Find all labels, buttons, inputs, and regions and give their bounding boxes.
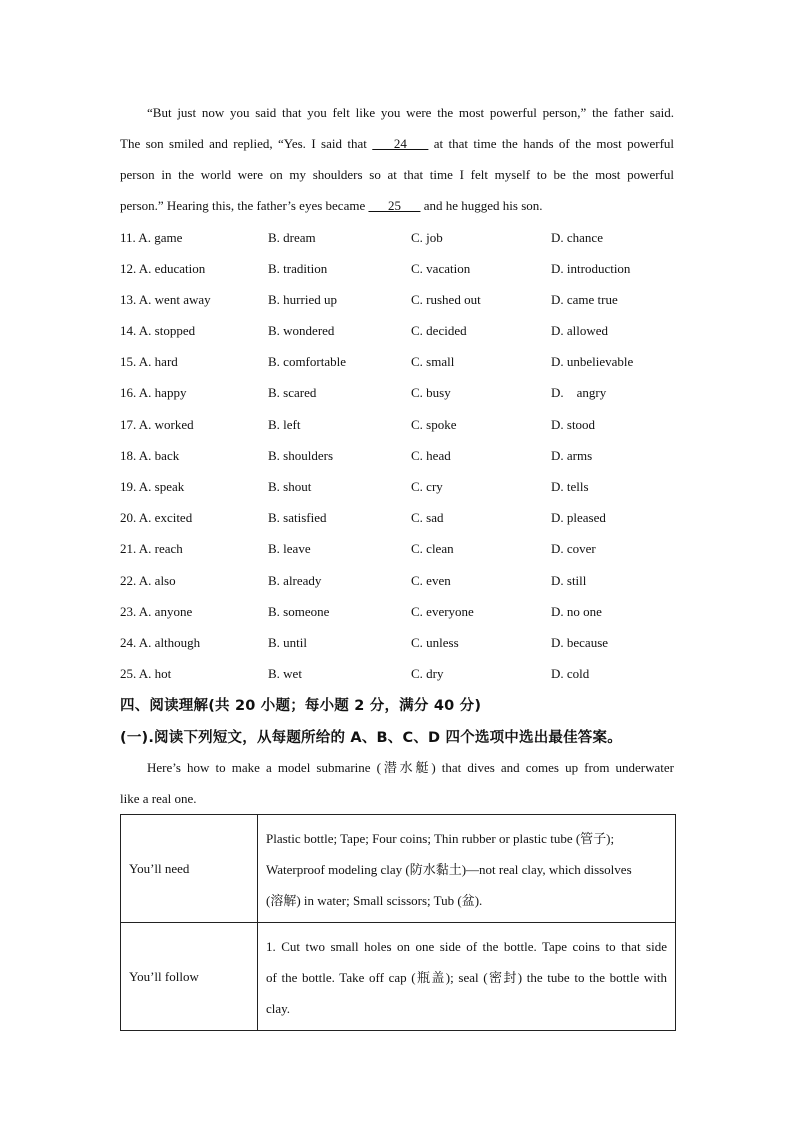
option-b: B. wet — [268, 666, 302, 681]
options-row-19 — [120, 477, 680, 508]
option-a: 14. A. stopped — [120, 323, 196, 338]
option-a: 22. A. also — [120, 573, 176, 588]
row-line: clay. — [266, 1001, 291, 1016]
option-d: D. cover — [551, 541, 596, 556]
option-b: B. scared — [268, 385, 317, 400]
option-a: 11. A. game — [120, 230, 183, 245]
option-a: 25. A. hot — [120, 666, 172, 681]
options-row-18 — [120, 446, 680, 477]
option-d: D. allowed — [551, 323, 609, 338]
passage-line-4: person.” Hearing this, the father’s eyes became 25 and he hugged his son. — [120, 198, 543, 213]
option-d: D. came true — [551, 292, 618, 307]
row-line: Plastic bottle; Tape; Four coins; Thin rubber or plastic tube (管子); — [266, 831, 615, 846]
materials-table — [120, 814, 676, 1031]
option-c: C. vacation — [411, 261, 471, 276]
option-b: B. hurried up — [268, 292, 337, 307]
options-row-23 — [120, 602, 680, 633]
option-c: C. cry — [411, 479, 443, 494]
option-b: B. shout — [268, 479, 312, 494]
options-row-17 — [120, 415, 680, 446]
passage — [120, 97, 674, 221]
option-b: B. wondered — [268, 323, 335, 338]
options-row-13 — [120, 290, 680, 321]
option-b: B. someone — [268, 604, 330, 619]
option-c: C. small — [411, 354, 455, 369]
option-a: 19. A. speak — [120, 479, 185, 494]
option-c: C. head — [411, 448, 451, 463]
option-d: D. arms — [551, 448, 593, 463]
option-c: C. spoke — [411, 417, 457, 432]
option-b: B. shoulders — [268, 448, 333, 463]
option-a: 18. A. back — [120, 448, 180, 463]
option-c: C. clean — [411, 541, 454, 556]
row-value — [258, 923, 676, 1031]
passage-line-2: The son smiled and replied, “Yes. I said that 24 at that time the hands of the most powerful — [120, 136, 675, 151]
row-label: You’ll follow — [121, 923, 258, 1031]
options-row-11 — [120, 228, 680, 259]
blank-25: 25 — [368, 198, 421, 213]
passage-line-1: “But just now you said that you felt like you were the most powerful person,” the father said. — [147, 105, 674, 120]
reading-intro-line-2: like a real one. — [120, 791, 197, 806]
option-a: 17. A. worked — [120, 417, 194, 432]
option-b: B. left — [268, 417, 301, 432]
option-b: B. satisfied — [268, 510, 327, 525]
table-row — [121, 923, 676, 1031]
option-c: C. unless — [411, 635, 459, 650]
option-c: C. busy — [411, 385, 451, 400]
option-d: D. chance — [551, 230, 603, 245]
option-d: D. pleased — [551, 510, 606, 525]
option-b: B. dream — [268, 230, 316, 245]
sub-heading: (一).阅读下列短文，从每题所给的 A、B、C、D 四个选项中选出最佳答案。 — [120, 730, 622, 746]
row-line: of the bottle. Take off cap (瓶盖); seal (密封) the tube to the bottle with — [266, 970, 667, 985]
option-a: 12. A. education — [120, 261, 206, 276]
option-a: 24. A. although — [120, 635, 201, 650]
reading-intro — [120, 752, 674, 814]
blank-24: 24 — [372, 136, 429, 151]
options-row-15 — [120, 352, 680, 383]
row-line: 1. Cut two small holes on one side of the bottle. Tape coins to that side — [266, 939, 667, 954]
reading-intro-line-1: Here’s how to make a model submarine (潜水艇) that dives and comes up from underwater — [147, 760, 674, 775]
options-row-12 — [120, 259, 680, 290]
option-c: C. job — [411, 230, 443, 245]
options-row-22 — [120, 571, 680, 602]
option-a: 20. A. excited — [120, 510, 193, 525]
row-line: (溶解) in water; Small scissors; Tub (盆). — [266, 893, 483, 908]
option-b: B. already — [268, 573, 322, 588]
option-a: 16. A. happy — [120, 385, 187, 400]
options-row-16 — [120, 383, 680, 414]
option-c: C. even — [411, 573, 451, 588]
option-d: D. stood — [551, 417, 596, 432]
option-d: D. introduction — [551, 261, 631, 276]
option-b: B. tradition — [268, 261, 328, 276]
option-d: D. because — [551, 635, 609, 650]
option-a: 23. A. anyone — [120, 604, 193, 619]
option-a: 21. A. reach — [120, 541, 183, 556]
options-row-21 — [120, 539, 680, 570]
row-label: You’ll need — [121, 815, 258, 923]
option-d: D. unbelievable — [551, 354, 634, 369]
option-d: D. angry — [551, 385, 607, 400]
row-line: Waterproof modeling clay (防水黏土)—not real clay, which dissolves — [266, 862, 632, 877]
option-b: B. comfortable — [268, 354, 346, 369]
option-a: 13. A. went away — [120, 292, 211, 307]
option-c: C. dry — [411, 666, 444, 681]
option-b: B. leave — [268, 541, 311, 556]
option-c: C. everyone — [411, 604, 474, 619]
option-d: D. still — [551, 573, 587, 588]
option-b: B. until — [268, 635, 308, 650]
option-c: C. sad — [411, 510, 444, 525]
section-heading: 四、阅读理解(共 20 小题；每小题 2 分，满分 40 分) — [120, 698, 482, 714]
options-row-14 — [120, 321, 680, 352]
option-c: C. decided — [411, 323, 467, 338]
option-d: D. tells — [551, 479, 589, 494]
table-row — [121, 815, 676, 923]
option-d: D. no one — [551, 604, 602, 619]
options-row-24 — [120, 633, 680, 664]
option-d: D. cold — [551, 666, 590, 681]
options-row-20 — [120, 508, 680, 539]
options-row-25 — [120, 664, 680, 695]
row-value — [258, 815, 676, 923]
passage-line-3: person in the world were on my shoulders so at that time I felt myself to be the most powerful — [120, 167, 674, 182]
option-c: C. rushed out — [411, 292, 481, 307]
option-a: 15. A. hard — [120, 354, 178, 369]
